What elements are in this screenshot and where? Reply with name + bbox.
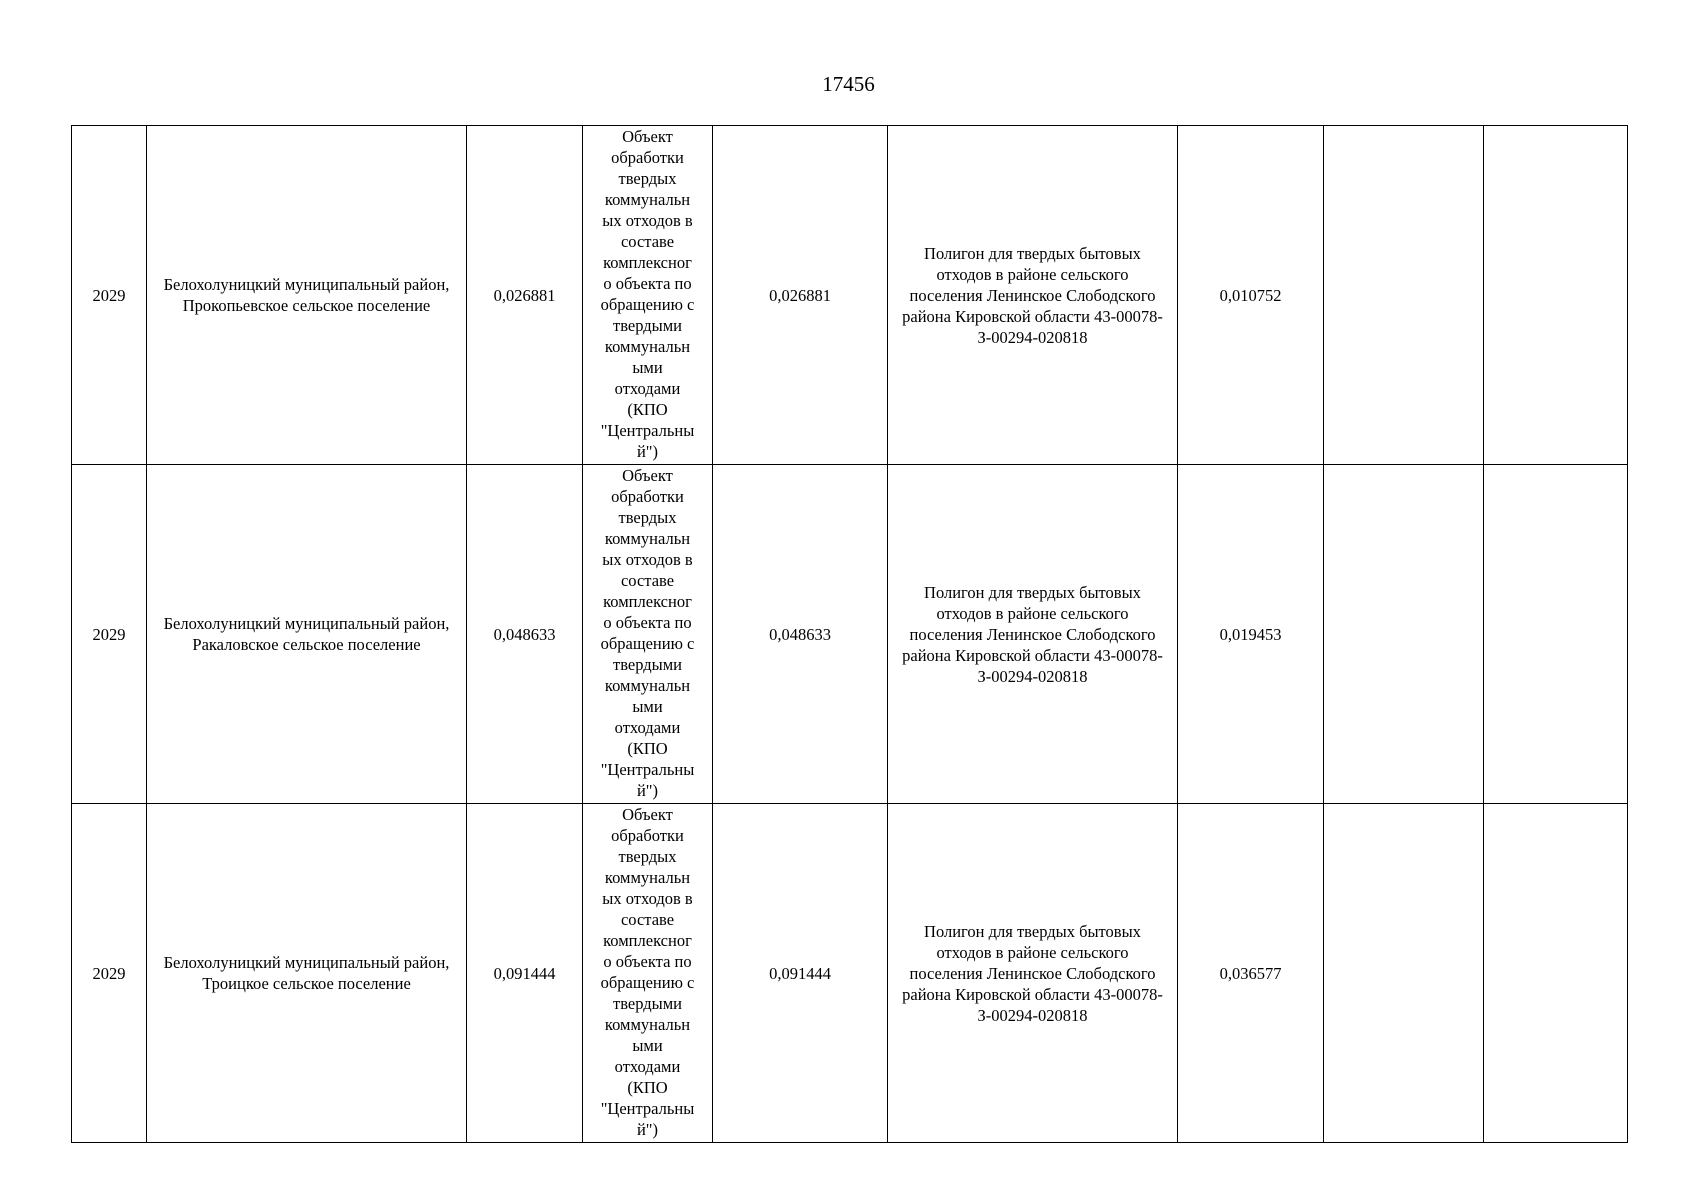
volume-cell: 0,019453 bbox=[1178, 465, 1324, 804]
polygon-cell: Полигон для твердых бытовых отходов в районе сельского поселения Ленинское Слободского района Кировской области 43-00078-З-00294-020818 bbox=[888, 465, 1178, 804]
empty-cell bbox=[1324, 465, 1484, 804]
empty-cell bbox=[1484, 804, 1628, 1143]
empty-cell bbox=[1484, 126, 1628, 465]
volume-cell: 0,026881 bbox=[713, 126, 888, 465]
table-row bbox=[72, 126, 1628, 465]
data-table bbox=[71, 125, 1628, 1143]
year-cell: 2029 bbox=[72, 804, 147, 1143]
table-row bbox=[72, 465, 1628, 804]
volume-cell: 0,091444 bbox=[467, 804, 583, 1143]
empty-cell bbox=[1324, 126, 1484, 465]
facility-cell: Объект обработки твердых коммунальн ых отходов в составе комплексног о объекта по обращению с твердыми коммунальн ыми отходами (КПО "Центральны й") bbox=[583, 465, 713, 804]
table-row bbox=[72, 804, 1628, 1143]
municipality-cell: Белохолуницкий муниципальный район, Прокопьевское сельское поселение bbox=[147, 126, 467, 465]
volume-cell: 0,026881 bbox=[467, 126, 583, 465]
facility-cell: Объект обработки твердых коммунальн ых отходов в составе комплексног о объекта по обращению с твердыми коммунальн ыми отходами (КПО "Центральны й") bbox=[583, 804, 713, 1143]
year-cell: 2029 bbox=[72, 126, 147, 465]
facility-cell: Объект обработки твердых коммунальн ых отходов в составе комплексног о объекта по обращению с твердыми коммунальн ыми отходами (КПО "Центральны й") bbox=[583, 126, 713, 465]
municipality-cell: Белохолуницкий муниципальный район, Ракаловское сельское поселение bbox=[147, 465, 467, 804]
volume-cell: 0,048633 bbox=[713, 465, 888, 804]
municipality-cell: Белохолуницкий муниципальный район, Троицкое сельское поселение bbox=[147, 804, 467, 1143]
volume-cell: 0,010752 bbox=[1178, 126, 1324, 465]
year-cell: 2029 bbox=[72, 465, 147, 804]
page-number: 17456 bbox=[822, 72, 875, 96]
volume-cell: 0,036577 bbox=[1178, 804, 1324, 1143]
polygon-cell: Полигон для твердых бытовых отходов в районе сельского поселения Ленинское Слободского района Кировской области 43-00078-З-00294-020818 bbox=[888, 804, 1178, 1143]
volume-cell: 0,091444 bbox=[713, 804, 888, 1143]
empty-cell bbox=[1484, 465, 1628, 804]
polygon-cell: Полигон для твердых бытовых отходов в районе сельского поселения Ленинское Слободского района Кировской области 43-00078-З-00294-020818 bbox=[888, 126, 1178, 465]
empty-cell bbox=[1324, 804, 1484, 1143]
volume-cell: 0,048633 bbox=[467, 465, 583, 804]
